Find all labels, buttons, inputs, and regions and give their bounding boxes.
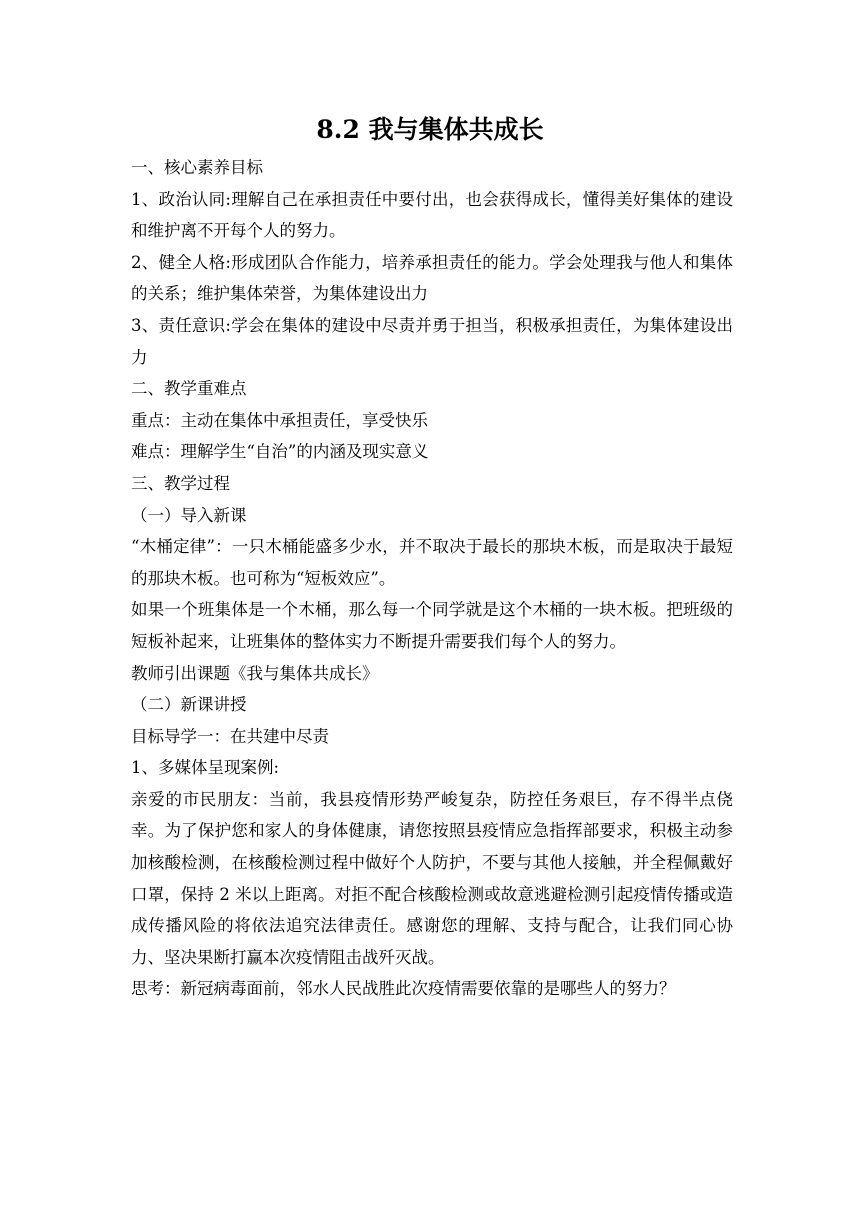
thinking-question: 思考：新冠病毒面前，邻水人民战胜此次疫情需要依靠的是哪些人的努力？ [131,979,676,999]
goal-responsibility: 3、责任意识:学会在集体的建设中尽责并勇于担当，积极承担责任，为集体建设出力 [131,315,733,367]
difficult-point: 难点：理解学生“自治”的内涵及现实意义 [131,442,429,462]
section-heading-process: 三、教学过程 [131,473,230,493]
class-analogy-paragraph: 如果一个班集体是一个木桶，那么每一个同学就是这个木桶的一块木板。把班级的短板补起来，让班集体的整体实力不断提升需要我们每个人的努力。 [131,600,733,651]
document-body [131,152,733,1005]
document-title: 8.2 我与集体共成长 [316,115,544,144]
teacher-intro: 教师引出课题《我与集体共成长》 [131,663,379,683]
goal-political-identity: 1、政治认同:理解自己在承担责任中要付出，也会获得成长，懂得美好集体的建设和维护离不开每个人的努力。 [131,189,733,241]
goal-sound-personality: 2、健全人格:形成团队合作能力，培养承担责任的能力。学会处理我与他人和集体的关系；维护集体荣誉，为集体建设出力 [131,252,733,304]
epidemic-notice-paragraph: 亲爱的市民朋友：当前，我县疫情形势严峻复杂，防控任务艰巨，存不得半点侥幸。为了保护您和家人的身体健康，请您按照县疫情应急指挥部要求，积极主动参加核酸检测，在核酸检测过程中做好个人防护，不要与其他人接触，并全程佩戴好口罩，保持 2 米以上距离。对拒不配合核酸检测或故意逃避检测引起疫情传播或造成传播风险的将依法追究法律责任。感谢您的理解、支持与配合，让我们同心协力、坚决果断打赢本次疫情阻击战歼灭战。 [131,789,733,967]
barrel-law-paragraph: “木桶定律”：一只木桶能盛多少水，并不取决于最长的那块木板，而是取决于最短的那块木板。也可称为“短板效应”。 [131,537,733,588]
subheading-introduction: （一）导入新课 [131,505,247,525]
multimedia-case: 1、多媒体呈现案例: [131,758,280,778]
target-one: 目标导学一：在共建中尽责 [131,726,329,746]
key-point: 重点：主动在集体中承担责任，享受快乐 [131,410,428,430]
subheading-new-lesson: （二）新课讲授 [131,695,247,715]
section-heading-goals: 一、核心素养目标 [131,158,263,177]
section-heading-key-points: 二、教学重难点 [131,379,247,399]
